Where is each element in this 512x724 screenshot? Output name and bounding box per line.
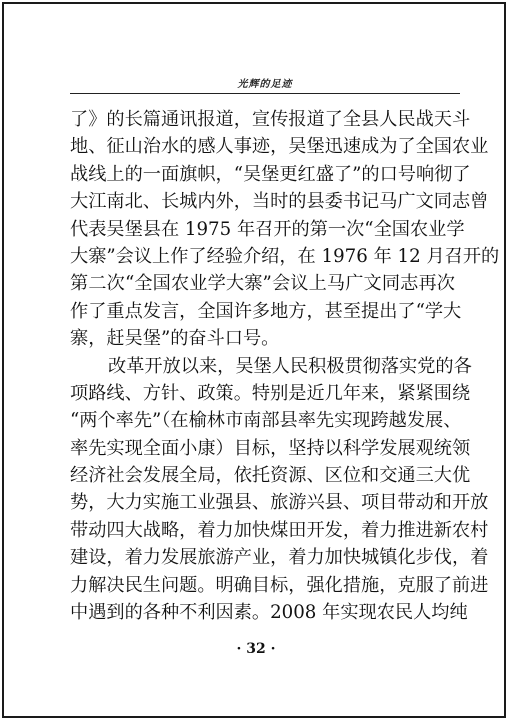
text-line: 势，大力实施工业强县、旅游兴县、项目带动和开放 — [70, 492, 489, 514]
text-line: 力解决民生问题。明确目标，强化措施，克服了前进 — [70, 574, 489, 596]
text-line: 带动四大战略，着力加快煤田开发，着力推进新农村 — [70, 519, 489, 541]
text-line: 大江南北、长城内外，当时的县委书记马广文同志曾 — [70, 191, 489, 213]
text-line: 改革开放以来，吴堡人民积极贯彻落实党的各 — [108, 355, 472, 377]
running-title: 光辉的足迹 — [237, 79, 293, 90]
body-text — [70, 106, 500, 626]
text-line: 建设，着力发展旅游产业，着力加快城镇化步伐，着 — [70, 547, 489, 569]
text-line: 地、征山治水的感人事迹，吴堡迅速成为了全国农业 — [70, 136, 489, 158]
text-line: 战线上的一面旗帜，“吴堡更红盛了”的口号响彻了 — [70, 163, 471, 185]
page-number: · 32 · — [236, 641, 276, 657]
text-line: 第二次“全国农业学大寨”会议上马广文同志再次 — [70, 273, 455, 295]
text-line: 经济社会发展全局，依托资源、区位和交通三大优 — [70, 465, 471, 487]
text-line: 率先实现全面小康）目标，坚持以科学发展观统领 — [70, 437, 471, 459]
running-header — [70, 73, 460, 94]
text-line: “两个率先”（在榆林市南部县率先实现跨越发展、 — [70, 410, 462, 432]
text-line: 中遇到的各种不利因素。2008 年实现农民人均纯 — [70, 602, 468, 624]
text-line: 了》的长篇通讯报道，宣传报道了全县人民战天斗 — [70, 109, 471, 130]
text-line: 大寨”会议上作了经验介绍，在 1976 年 12 月召开的 — [70, 245, 500, 267]
text-line: 项路线、方针、政策。特别是近几年来，紧紧围绕 — [70, 382, 471, 404]
text-line: 作了重点发言，全国许多地方，甚至提出了“学大 — [70, 300, 462, 322]
text-line: 寨，赶吴堡”的奋斗口号。 — [70, 328, 280, 350]
text-line: 代表吴堡县在 1975 年召开的第一次“全国农业学 — [70, 218, 465, 240]
